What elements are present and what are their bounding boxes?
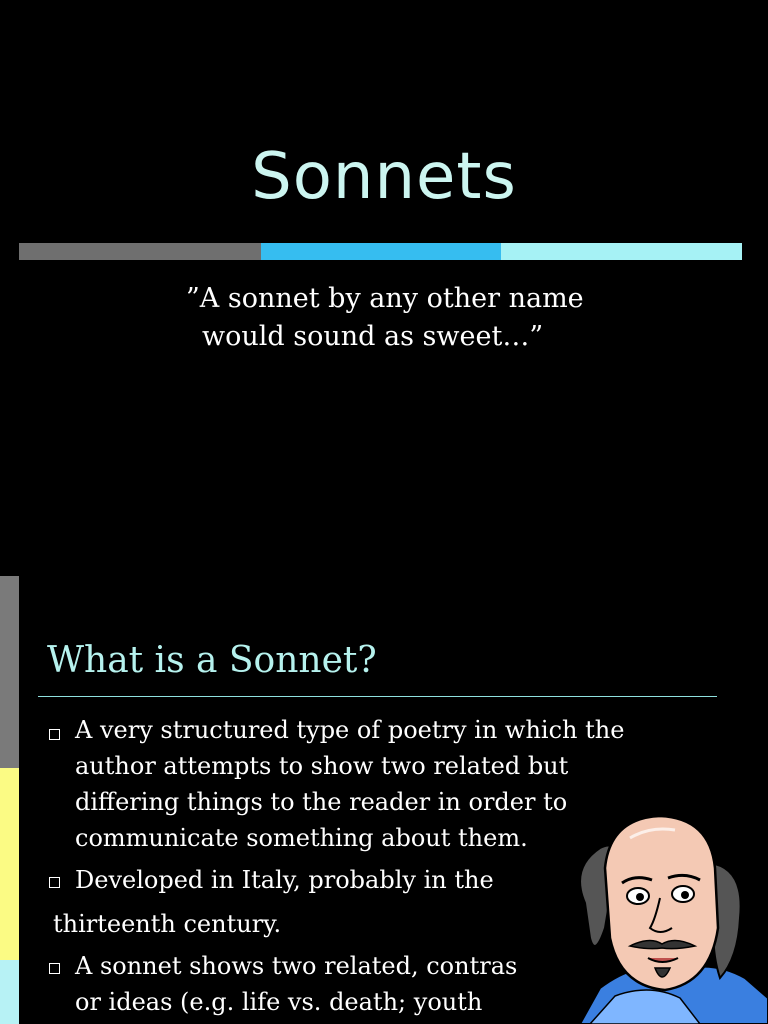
title-bar-segment-blue — [261, 243, 501, 260]
slide-heading: What is a Sonnet? — [47, 640, 377, 681]
bullet-2-line-2: thirteenth century. — [53, 910, 282, 938]
title-bar-segment-cyan — [501, 243, 742, 260]
bullet-3-line-2: or ideas (e.g. life vs. death; youth — [75, 988, 483, 1016]
side-bar-segment-yellow — [0, 768, 19, 960]
bullet-2-line-1: Developed in Italy, probably in the — [75, 866, 494, 894]
bullet-1-line-4: communicate something about them. — [75, 824, 528, 852]
bullet-square-icon — [49, 729, 60, 740]
bullet-1-line-3: differing things to the reader in order to — [75, 788, 568, 816]
bullet-3-line-1: A sonnet shows two related, contras — [75, 952, 518, 980]
bullet-square-icon — [49, 963, 60, 974]
heading-divider — [38, 696, 717, 697]
bullet-square-icon — [49, 877, 60, 888]
bullet-1-line-2: author attempts to show two related but — [75, 752, 569, 780]
content-slide — [0, 576, 768, 1024]
subtitle-quote-line-1: ”A sonnet by any other name — [186, 283, 584, 314]
subtitle-quote-line-2: would sound as sweet…” — [202, 321, 544, 352]
title-bar-segment-gray — [19, 243, 261, 260]
bullet-1-line-1: A very structured type of poetry in which the — [75, 716, 625, 744]
slide-title: Sonnets — [251, 140, 517, 214]
title-color-bar — [19, 243, 742, 260]
shakespeare-portrait-icon — [560, 808, 768, 1024]
side-bar-segment-cyan — [0, 960, 19, 1024]
side-bar-segment-gray — [0, 576, 19, 768]
side-color-bar — [0, 576, 19, 1024]
